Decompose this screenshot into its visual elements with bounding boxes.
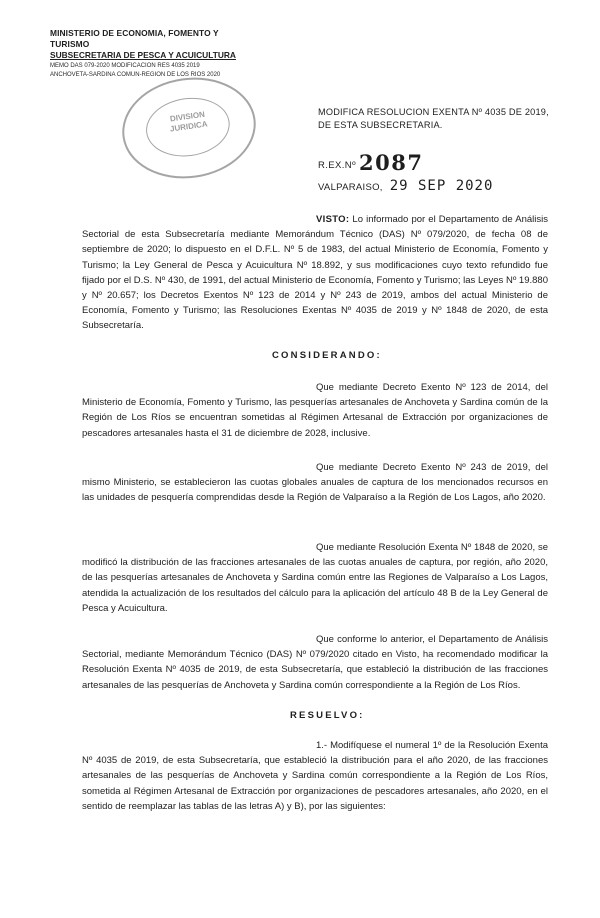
place-date-line [318,178,493,194]
visto-label: VISTO: [316,214,350,225]
resolution-date: 29 SEP 2020 [389,178,494,194]
rex-number: 2087 [359,150,424,175]
memo-reference-line-1: MEMO DAS 079-2020 MODIFICACION RES 4035 2019 [50,63,200,69]
resolution-number-line [318,148,423,173]
undersecretariat-name: SUBSECRETARIA DE PESCA Y ACUICULTURA [50,50,236,60]
considerando-heading: CONSIDERANDO: [272,350,382,361]
stamp-text: DIVISION JURIDICA [169,109,209,134]
rex-label: R.EX.Nº [318,160,356,171]
visto-text: Lo informado por el Departamento de Análisis Sectorial de esta Subsecretaría mediante Memorándum Técnico (DAS) Nº 079/2020, de fecha 08 de septiembre de 2020; lo dispuesto en el D.F.L. Nº 5 de 1983, del actual Ministerio de Economía, Fomento y Turismo; la Ley General de Pesca y Acuicultura Nº 18.892, y sus modificaciones cuyo texto refundido fue fijado por el D.S. Nº 430, de 1991, del actual Ministerio de Economía, Fomento y Turismo; las Leyes Nº 19.880 y Nº 20.657; los Decretos Exentos Nº 123 de 2014 y Nº 243 de 2019, ambos del actual Ministerio de Economía, Fomento y Turismo; las Resoluciones Exentas Nº 4035 de 2019 y Nº 1848 de 2020, de esta Subsecretaría. [82,214,548,332]
letterhead [50,28,250,79]
official-stamp [116,69,263,187]
considerando-item: Que conforme lo anterior, el Departamento de Análisis Sectorial, mediante Memorándum Técnico (DAS) Nº 079/2020 citado en Visto, ha recomendado modificar la Resolución Exenta Nº 4035 de 2019, de esta Subsecretaría, que estableció la distribución de las fracciones artesanales de las pesquerías de Anchoveta y Sardina común correspondiente a la Región de Los Ríos. [82,634,548,691]
resuelvo-item-1: 1.- Modifíquese el numeral 1º de la Resolución Exenta Nº 4035 de 2019, de esta Subsecretaría, que estableció la distribución para el año 2020, de las fracciones artesanales de las pesquerías de Anchoveta y Sardina común correspondiente a la Región de Los Ríos, sometida al Régimen Artesanal de Extracción por organizaciones de pescadores artesanales, año 2020, en el sentido de reemplazar las tablas de las letras A) y B), por las siguientes: [82,740,548,812]
considerando-item: Que mediante Decreto Exento Nº 123 de 2014, del Ministerio de Economía, Fomento y Turismo, las pesquerías artesanales de Anchoveta y Sardina común de la Región de Los Ríos se encuentran sometidas al Régimen Artesanal de Extracción por organizaciones de pescadores artesanales hasta el 31 de diciembre de 2028, inclusive. [82,382,548,439]
memo-reference-line-2: ANCHOVETA-SARDINA COMUN-REGION DE LOS RIOS 2020 [50,72,221,78]
resuelvo-heading: RESUELVO: [290,710,365,721]
visto-paragraph [82,212,548,334]
resolution-title: MODIFICA RESOLUCION EXENTA Nº 4035 DE 2019, DE ESTA SUBSECRETARIA. [318,107,549,130]
considerando-item: Que mediante Decreto Exento Nº 243 de 2019, del mismo Ministerio, se establecieron las cuotas globales anuales de captura de los mencionados recursos en las unidades de pesquería comprendidas desde la Región de Valparaíso a la Región de Los Lagos, año 2020. [82,462,548,504]
ministry-name: MINISTERIO DE ECONOMIA, FOMENTO Y TURISMO [50,28,219,49]
place-name: VALPARAISO, [318,182,383,193]
considerando-item: Que mediante Resolución Exenta Nº 1848 de 2020, se modificó la distribución de las fracciones artesanales de las cuotas anuales de captura, por región, año 2020, de las pesquerías artesanales de Anchoveta y Sardina común entre las Regiones de Valparaíso a Los Lagos, atendida la actualización de los resultados del cálculo para la aplicación del artículo 48 B de la Ley General de Pesca y Acuicultura. [82,542,548,614]
